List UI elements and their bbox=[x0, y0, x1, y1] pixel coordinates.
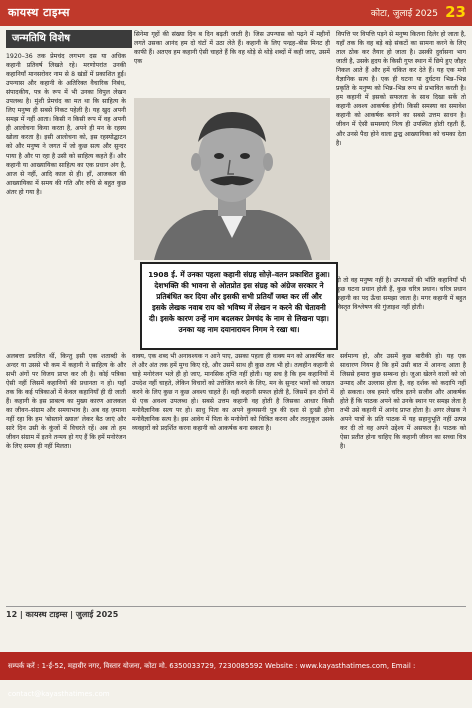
page-footer bbox=[6, 606, 466, 621]
portrait-image bbox=[134, 98, 330, 260]
footer-magazine: कायस्थ टाइम्स bbox=[25, 610, 68, 619]
footer-page-number: 12 | कायस्थ टाइम्स | जुलाई 2025 bbox=[6, 610, 119, 619]
article-column-2-top bbox=[134, 30, 330, 96]
contact-bar: सम्पर्क करें : 1-ई-52, महावीर नगर, विस्तार योजना, कोटा मो. 6350033729, 7230085592 Website : www.kayasthatimes.com, Email : contact@kayasthatimes.com bbox=[0, 652, 472, 680]
article-column-1-bottom bbox=[6, 352, 126, 588]
paragraph: अलबत्ता प्रचलित थीं, किन्तु इसी एक शताब्दी के अन्दर या उससे भी कम में कहानी ने साहित्य के और सभी अंगों पर विजय प्राप्त कर ली है। कोई पत्रिका ऐसी नहीं जिसमें कहानियों की प्रधानता न हो। यहाँ तक कि कई पत्रिकाओं में केवल कहानियाँ ही दी जाती हैं। कहानी के इस प्राबल्य का मुख्य कारण आजकल का जीवन–संग्राम और समयाभाव है। अब वह ज़माना नहीं रहा कि हम 'बोस्ताने ख्याल' लेकर बैठ जाएं और सारे दिन उसी के कुंजों में विचरते रहें। अब तो हम जीवन संग्राम में इतने तन्मय हो गए हैं कि हमें मनोरंजन के लिए समय ही नहीं मिलता। bbox=[6, 353, 126, 451]
paragraph: विपत्ति पर विपत्ति पड़ने से मनुष्य कितना दिलेर हो जाता है, यहाँ तक कि वह बड़े बड़े संकटों का सामना करने के लिए ताल ठोक कर तैयार हो जाता है। उसकी दुर्वासना भाग जाती है, उसके हृदय के किसी गुप्त स्थान में छिपे हुए जौहर निकल आते हैं और हमें चकित कर देते हैं। यह एक मनो वैज्ञानिक सत्य है। एक ही घटना या दुर्घटना भिन्न–भिन्न प्रकृति के मनुष्य को भिन्न–भिन्न रूप से प्रभावित करती है। हम कहानी में इसको सफलता के साथ दिखा सकें तो कहानी अवश्य आकर्षक होगी। किसी समस्या का समावेश कहानी को आकर्षक बनाने का सबसे उत्तम साधन है। जीवन में ऐसी समस्याएं नित्य ही उपस्थित होती रहती हैं, और उनसे पैदा होने वाला द्वन्द्व आख्यायिका को चमका देता है। bbox=[336, 31, 466, 147]
article-column-3-mid bbox=[336, 276, 466, 346]
article-column-3-top bbox=[336, 30, 466, 270]
article-column-2-bottom bbox=[132, 352, 334, 588]
paragraph: 1920–36 तक प्रेमचंद लगभग दस या अधिक कहानी प्रतिवर्ष लिखते रहे। मरणोपरांत उनकी कहानियाँ मानसरोवर नाम से 8 खंडों में प्रकाशित हुईं। उपन्यास और कहानी के अतिरिक्त वैचारिक निबंध, संपादकीय, पत्र के रूप में भी उनका विपुल लेखन उपलब्ध है। मुंशी प्रेमचंद का मत था कि साहित्य के लिए मनुष्य ही सबसे निकट पहेली है। यह खुद अपनी समझ में नहीं आता। किसी न किसी रूप में वह अपनी ही आलोचना किया करता है, अपने ही मन के रहस्य खोला करता है। इसी आलोचना को, इस रहस्योद्घाटन को और मनुष्य ने जगत में जो कुछ सत्य और सुन्दर पाया है और पा रहा है उसी को साहित्य कहते हैं। और कहानी या आख्यायिका साहित्य का एक प्रधान अंग है, आज से नहीं, आदि काल से ही। हाँ, आजकल की आख्यायिका में समय की गति और रुचि से बहुत कुछ अंतर हो गया है। bbox=[6, 53, 126, 196]
portrait-illustration bbox=[134, 98, 330, 260]
paragraph: सर्वमान्य हो, और उसमें कुछ बारीकी हो। यह एक साधारण नियम है कि हमें उसी बात में आनन्द आता है जिससे हमारा कुछ सम्बन्ध हो। जुआ खेलने वालों को जो उन्माद और उल्लास होता है, वह दर्शक को कदापि नहीं हो सकता। जब हमारे चरित्र इतने सजीव और आकर्षक होते हैं कि पाठक अपने को उनके स्थान पर समझ लेता है तभी उसे कहानी में आनंद प्राप्त होता है। अगर लेखक ने अपने पात्रों के प्रति पाठक में यह सहानुभूति नहीं उत्पन्न कर दी तो वह अपने उद्देश्य में असफल है। पाठक को ऐसा प्रतीत होना चाहिए कि कहानी जीवन का सच्चा चित्र है। bbox=[340, 353, 466, 451]
top-header-bar bbox=[0, 0, 472, 26]
paragraph: वाक्य, एक शब्द भी अनावश्यक न आने पाए, उसका पहला ही वाक्य मन को आकर्षित कर ले और अंत तक हमें मुग्ध किए रहे, और उसमें साथ ही कुछ तत्व भी हो। तत्वहीन कहानी से चाहे मनोरंजन भले ही हो जाए, मानसिक तृप्ति नहीं होती। यह सच है कि हम कहानियों में उपदेश नहीं चाहते, लेकिन विचारों को उत्तेजित करने के लिए, मन के सुन्दर भावों को जाग्रत करने के लिए कुछ न कुछ अवश्य चाहते हैं। वही कहानी सफल होती है, जिसमें इन दोनों में से एक अवश्य उपलब्ध हो। सबसे उत्तम कहानी वह होती है जिसका आधार किसी मनोवैज्ञानिक सत्य पर हो। साधु पिता का अपने कुव्यसनी पुत्र की दशा से दुःखी होना मनोवैज्ञानिक सत्य है। इस आवेग में पिता के मनोवेगों को चित्रित करना और तदनुकूल उसके व्यवहारों को प्रदर्शित करना कहानी को आकर्षक बना सकता है। bbox=[132, 353, 334, 433]
article-column-3-bottom bbox=[340, 352, 466, 588]
masthead: कायस्थ टाइम्स bbox=[8, 6, 70, 19]
paragraph: सिनेमा गृहों की संख्या दिन ब दिन बढ़ती जाती है। जिस उपन्यास को पढ़ने में महीनों लगते उसका आनंद हम दो घंटों में उठा लेते हैं। कहानी के लिए पन्द्रह–बीस मिनट ही काफी हैं। अतएव हम कहानी ऐसी चाहते हैं कि वह थोड़े से थोड़े शब्दों में कही जाए, उसमें एक bbox=[134, 31, 330, 66]
paragraph: हो तो वह मनुष्य नहीं है। उपन्यासों की भाँति कहानियाँ भी कुछ घटना प्रधान होती हैं, कुछ चरित्र प्रधान। चरित्र प्रधान कहानी का पद ऊँचा समझा जाता है। मगर कहानी में बहुत विस्तृत विश्लेषण की गुंजाइश नहीं होती। bbox=[336, 277, 466, 312]
issue-date: कोटा, जुलाई 2025 bbox=[370, 9, 438, 19]
footer-page-num-text: 12 bbox=[6, 610, 18, 619]
footer-date: जुलाई 2025 bbox=[75, 610, 119, 619]
pull-quote-box: 1908 ई. में उनका पहला कहानी संग्रह सोज़े–वतन प्रकाशित हुआ। देशभक्ति की भावना से ओतप्रोत इस संग्रह को अंग्रेज सरकार ने प्रतिबंधित कर दिया और इसकी सभी प्रतियाँ जब्त कर लीं और इसके लेखक नवाब राय को भविष्य में लेखन न करने की चेतावनी दी। इसके कारण उन्हें नाम बदलकर प्रेमचंद के नाम से लिखना पड़ा। उनका यह नाम दयानारायन निगम ने रखा था। bbox=[140, 262, 338, 350]
page-number: 23 bbox=[445, 3, 466, 21]
section-title: जन्मतिथि विशेष bbox=[6, 30, 132, 48]
